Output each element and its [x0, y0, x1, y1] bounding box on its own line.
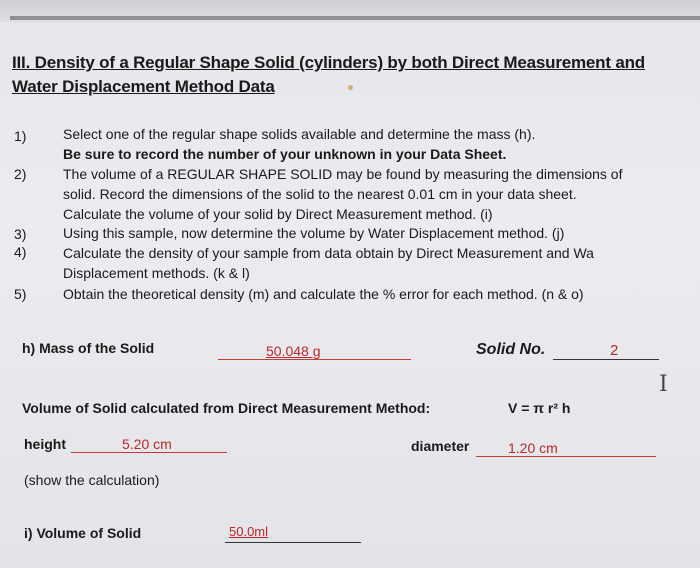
step-1-line-2: Be sure to record the number of your unknown in your Data Sheet.: [63, 146, 507, 162]
step-number: 2): [14, 166, 27, 182]
solid-number-label: Solid No.: [476, 341, 546, 358]
step-4-line-2: Displacement methods. (k & l): [63, 265, 250, 281]
step-number: 4): [14, 244, 27, 260]
show-calculation-note: (show the calculation): [24, 472, 160, 488]
top-divider: [10, 16, 700, 20]
volume-formula: V = π r² h: [508, 400, 571, 416]
section-title-line2: Water Displacement Method Data: [12, 77, 275, 96]
decorative-dot: [348, 85, 353, 90]
mass-underline: [218, 359, 411, 360]
step-number: 1): [14, 128, 27, 144]
height-label: height: [24, 436, 66, 452]
step-4-line-1: Calculate the density of your sample from data obtain by Direct Measurement and Wa: [63, 245, 594, 261]
step-3-line-1: Using this sample, now determine the volume by Water Displacement method. (j): [63, 225, 565, 241]
step-1-line-1: Select one of the regular shape solids available and determine the mass (h).: [63, 126, 536, 142]
volume-underline: [225, 542, 361, 543]
volume-label: i) Volume of Solid: [24, 525, 142, 541]
volume-value: 50.0ml: [229, 524, 269, 539]
solid-number-underline: [553, 359, 659, 360]
volume-direct-label: Volume of Solid calculated from Direct Measurement Method:: [22, 400, 431, 416]
step-2-line-2: solid. Record the dimensions of the solid to the nearest 0.01 cm in your data sheet.: [63, 186, 577, 202]
diameter-value: 1.20 cm: [508, 440, 558, 456]
step-2-line-3: Calculate the volume of your solid by Direct Measurement method. (i): [63, 206, 493, 222]
step-number: 5): [14, 286, 27, 302]
mass-value: 50.048 g: [266, 343, 321, 359]
height-value: 5.20 cm: [122, 436, 172, 452]
solid-number-value: 2: [610, 342, 619, 359]
height-underline: [71, 452, 227, 453]
step-number: 3): [14, 226, 27, 242]
text-cursor-icon: I: [659, 372, 668, 397]
step-2-line-1: The volume of a REGULAR SHAPE SOLID may be found by measuring the dimensions of: [63, 166, 623, 182]
diameter-underline: [476, 456, 656, 457]
mass-label: h) Mass of the Solid: [22, 340, 155, 356]
section-title-line1: III. Density of a Regular Shape Solid (cylinders) by both Direct Measurement and: [12, 53, 645, 72]
step-5-line-1: Obtain the theoretical density (m) and calculate the % error for each method. (n & o): [63, 286, 584, 302]
diameter-label: diameter: [411, 438, 470, 454]
